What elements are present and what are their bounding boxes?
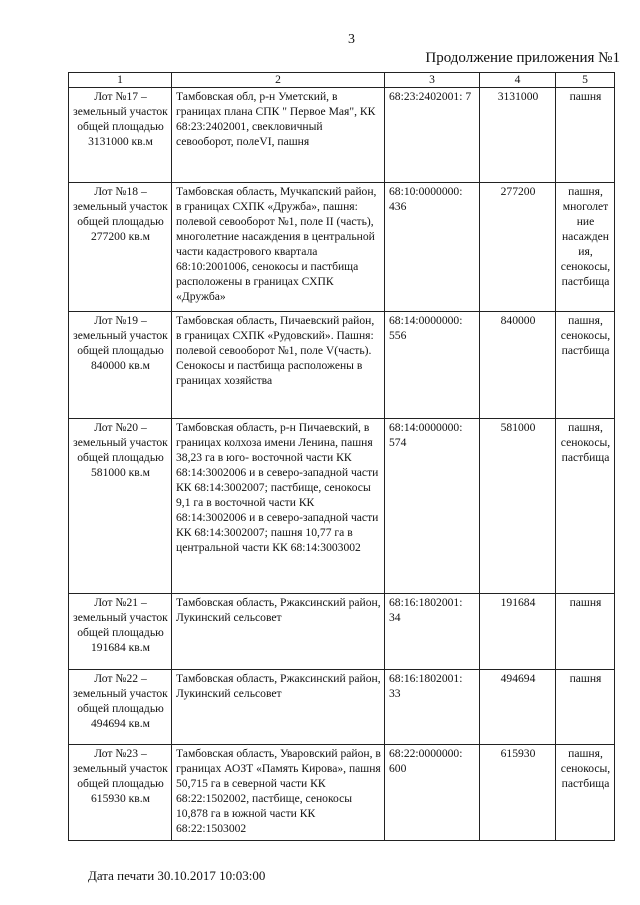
table-row-lot-17 bbox=[69, 88, 615, 183]
area-cell: 277200 bbox=[480, 183, 556, 312]
cadastral-number-cell: 68:14:0000000: 556 bbox=[385, 312, 480, 419]
location-cell: Тамбовская область, Пичаевский район, в границах СХПК «Рудовский». Пашня: полевой севооборот №1, поле V(часть). Сенокосы и пастбища расположены в границах хозяйства bbox=[172, 312, 385, 419]
column-header-4: 4 bbox=[480, 73, 556, 88]
land-use-cell: пашня bbox=[556, 670, 615, 745]
cadastral-number-cell: 68:23:2402001: 7 bbox=[385, 88, 480, 183]
land-use-cell: пашня, сенокосы, пастбища bbox=[556, 312, 615, 419]
lot-cell: Лот №19 – земельный участок общей площадью 840000 кв.м bbox=[69, 312, 172, 419]
lot-cell: Лот №17 – земельный участок общей площадью 3131000 кв.м bbox=[69, 88, 172, 183]
area-cell: 615930 bbox=[480, 745, 556, 841]
cadastral-number-cell: 68:14:0000000: 574 bbox=[385, 419, 480, 594]
area-cell: 3131000 bbox=[480, 88, 556, 183]
lot-cell: Лот №20 – земельный участок общей площадью 581000 кв.м bbox=[69, 419, 172, 594]
area-cell: 191684 bbox=[480, 594, 556, 670]
column-header-3: 3 bbox=[385, 73, 480, 88]
location-cell: Тамбовская область, Ржаксинский район, Лукинский сельсовет bbox=[172, 670, 385, 745]
column-header-2: 2 bbox=[172, 73, 385, 88]
column-header-5: 5 bbox=[556, 73, 615, 88]
lot-cell: Лот №23 – земельный участок общей площадью 615930 кв.м bbox=[69, 745, 172, 841]
table-row-lot-20 bbox=[69, 419, 615, 594]
lot-cell: Лот №21 – земельный участок общей площадью 191684 кв.м bbox=[69, 594, 172, 670]
table-header bbox=[69, 73, 615, 88]
cadastral-number-cell: 68:16:1802001: 33 bbox=[385, 670, 480, 745]
area-cell: 840000 bbox=[480, 312, 556, 419]
cadastral-number-cell: 68:16:1802001: 34 bbox=[385, 594, 480, 670]
cadastral-number-cell: 68:10:0000000: 436 bbox=[385, 183, 480, 312]
location-cell: Тамбовская область, Ржаксинский район, Лукинский сельсовет bbox=[172, 594, 385, 670]
lots-table bbox=[68, 72, 615, 841]
location-cell: Тамбовская область, Мучкапский район, в границах СХПК «Дружба», пашня: полевой севооборот №1, поле II (часть), многолетние насаждения в центральной части кадастрового квартала 68:10:2001006, сенокосы и пастбища расположены в границах СХПК «Дружба» bbox=[172, 183, 385, 312]
land-use-cell: пашня bbox=[556, 594, 615, 670]
land-use-cell: пашня, сенокосы, пастбища bbox=[556, 745, 615, 841]
cadastral-number-cell: 68:22:0000000: 600 bbox=[385, 745, 480, 841]
location-cell: Тамбовская область, р-н Пичаевский, в границах колхоза имени Ленина, пашня 38,23 га в юго- восточной части КК 68:14:3002006 и в северо-западной части КК 68:14:3002007; пастбище, сенокосы 9,1 га в восточной части КК 68:14:3002006 и в северо-западной части КК 68:14:3002007; пашня 10,77 га в центральной части КК 68:14:3003002 bbox=[172, 419, 385, 594]
table-row-lot-21 bbox=[69, 594, 615, 670]
table-row-lot-22 bbox=[69, 670, 615, 745]
table-body bbox=[69, 88, 615, 841]
lot-cell: Лот №18 – земельный участок общей площадью 277200 кв.м bbox=[69, 183, 172, 312]
area-cell: 581000 bbox=[480, 419, 556, 594]
appendix-continuation-heading: Продолжение приложения №1 bbox=[425, 50, 620, 66]
column-header-1: 1 bbox=[69, 73, 172, 88]
table-row-lot-23 bbox=[69, 745, 615, 841]
area-cell: 494694 bbox=[480, 670, 556, 745]
location-cell: Тамбовская обл, р-н Уметский, в границах плана СПК " Первое Мая", КК 68:23:2402001, свекловичный севооборот, полеVI, пашня bbox=[172, 88, 385, 183]
page-number: 3 bbox=[348, 32, 355, 47]
print-date: Дата печати 30.10.2017 10:03:00 bbox=[88, 868, 266, 883]
land-use-cell: пашня, многолетние насаждения, сенокосы, пастбища bbox=[556, 183, 615, 312]
table-row-lot-18 bbox=[69, 183, 615, 312]
location-cell: Тамбовская область, Уваровский район, в границах АОЗТ «Память Кирова», пашня 50,715 га в северной части КК 68:22:1502002, пастбище, сенокосы 10,878 га в южной части КК 68:22:1503002 bbox=[172, 745, 385, 841]
header-row bbox=[69, 73, 615, 88]
lot-cell: Лот №22 – земельный участок общей площадью 494694 кв.м bbox=[69, 670, 172, 745]
land-use-cell: пашня, сенокосы, пастбища bbox=[556, 419, 615, 594]
table-row-lot-19 bbox=[69, 312, 615, 419]
land-use-cell: пашня bbox=[556, 88, 615, 183]
